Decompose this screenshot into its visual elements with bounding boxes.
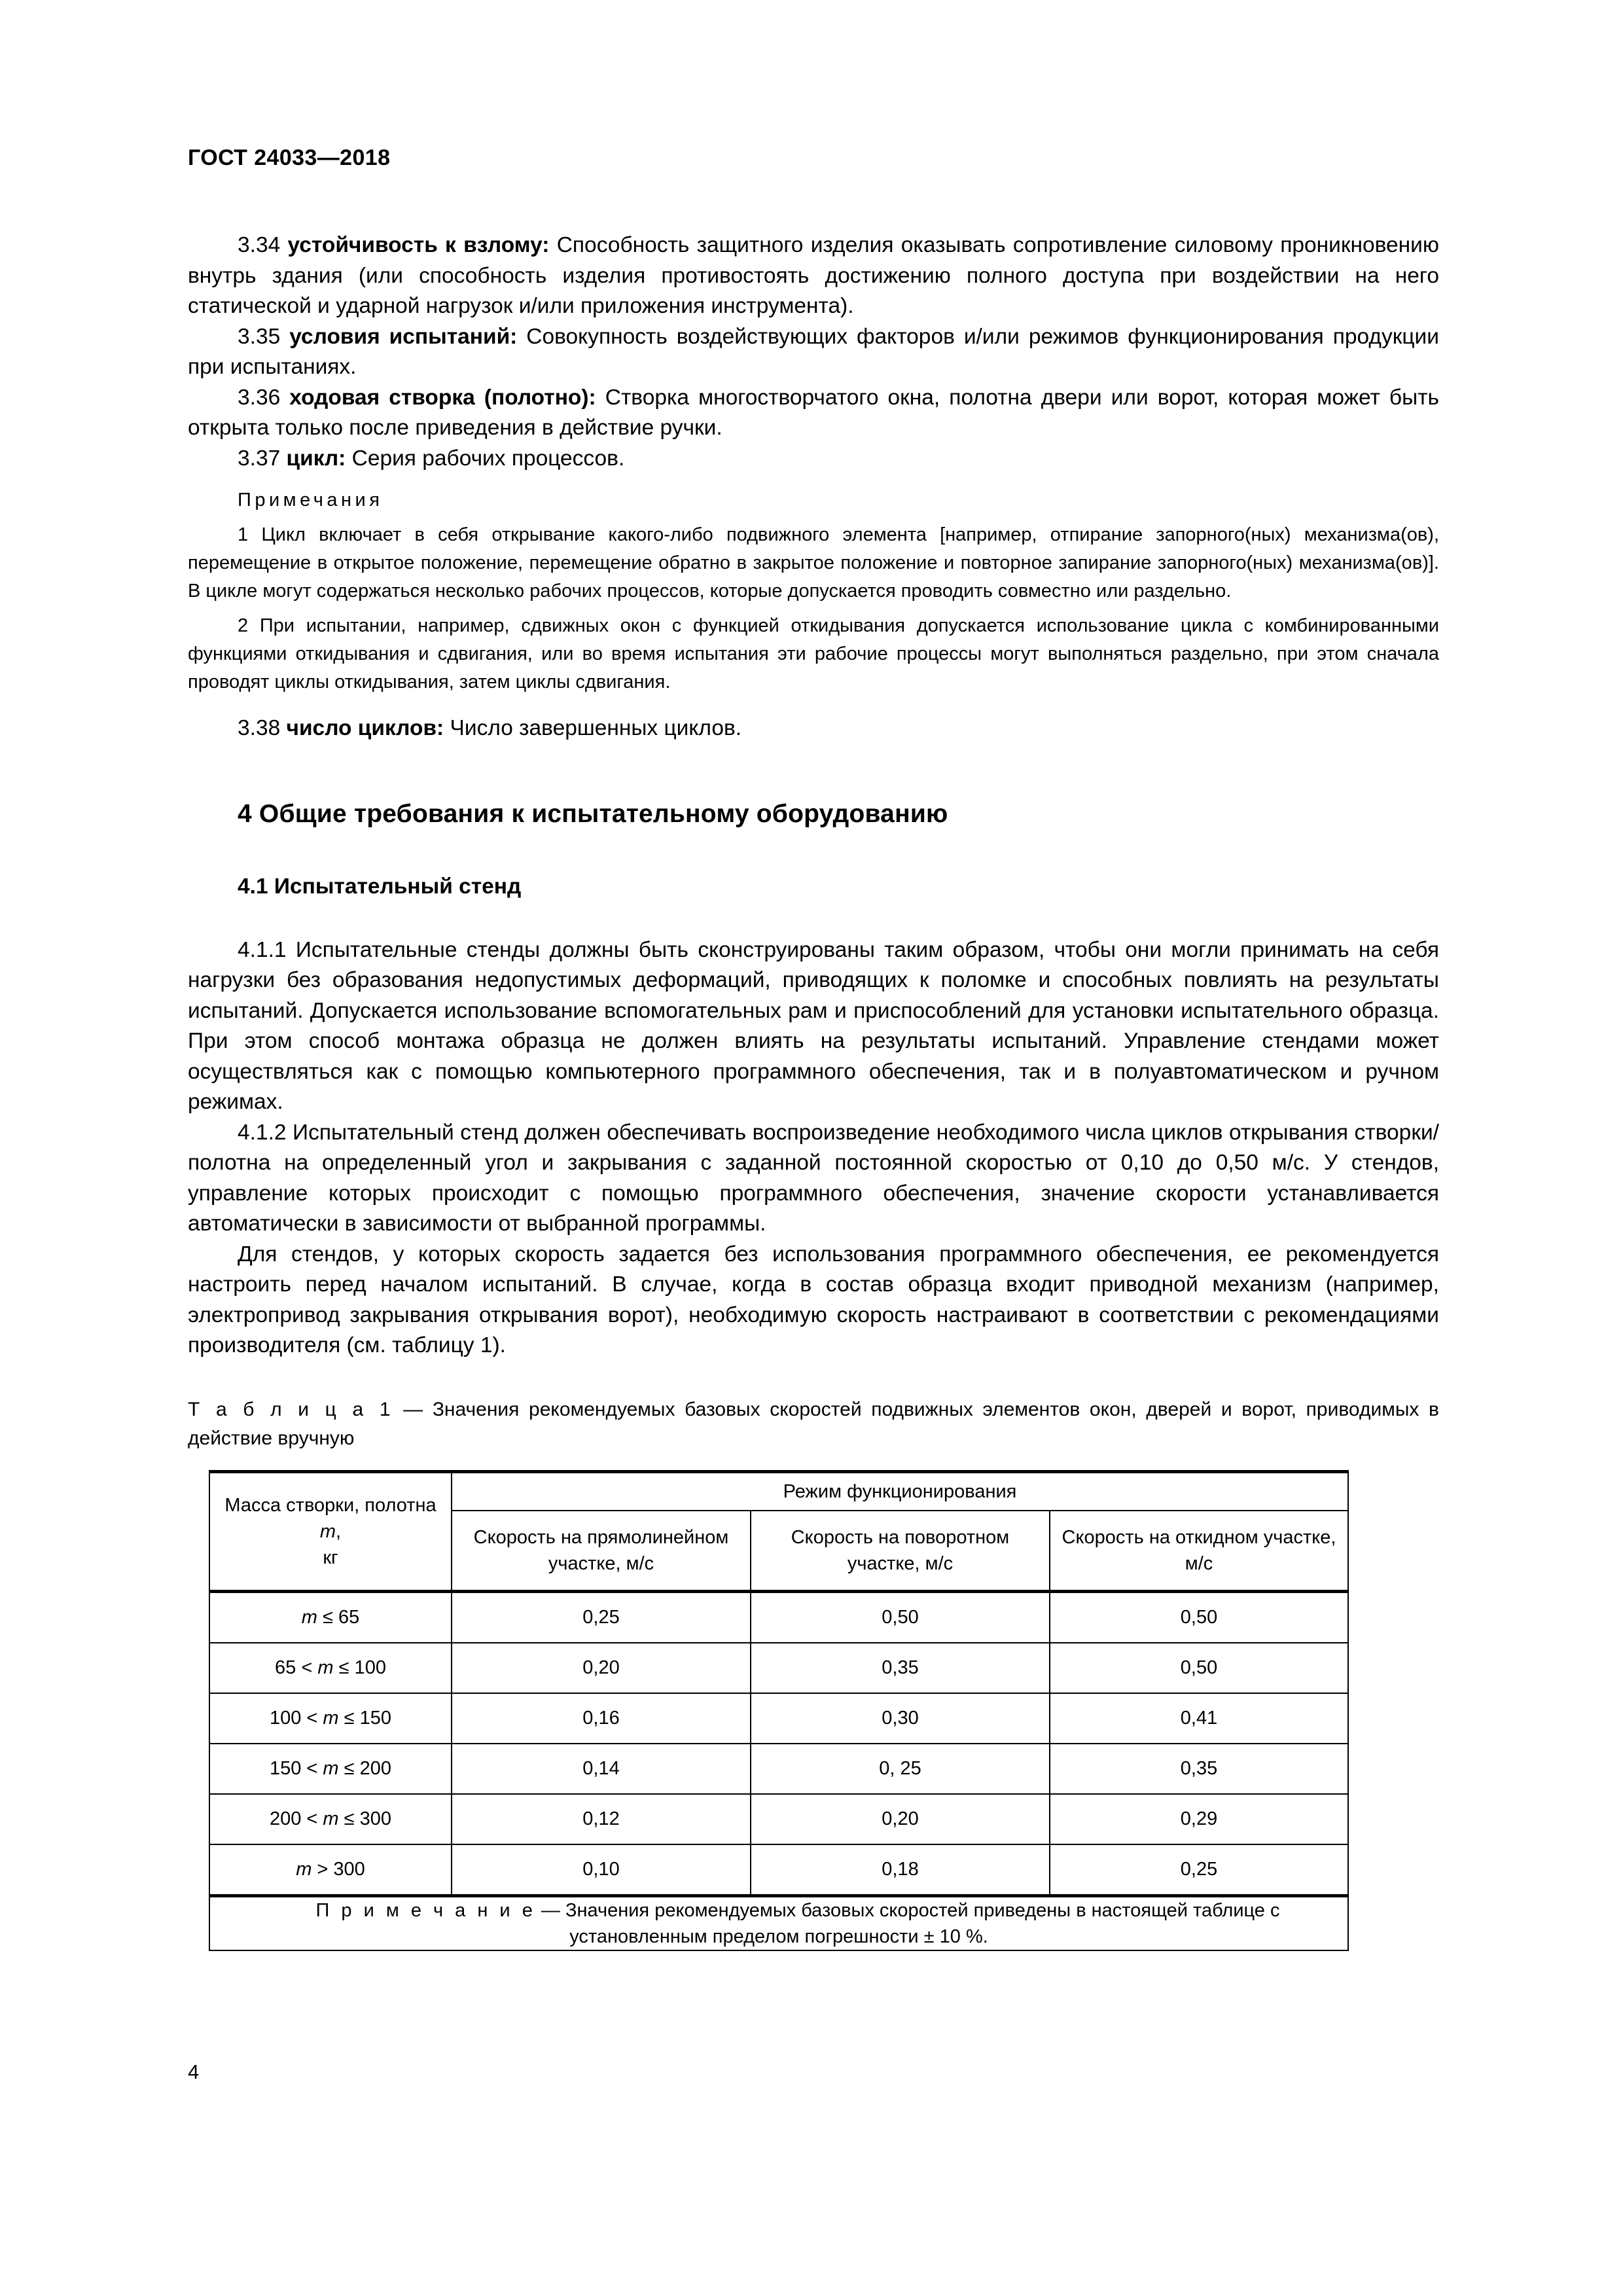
term-paragraph-3-36	[188, 383, 1439, 444]
table-container	[188, 1470, 1439, 1951]
table-row	[209, 1591, 1348, 1643]
cell-mass	[209, 1794, 452, 1844]
term-definition: Способность защитного изделия оказывать сопротивление силовому проникновению внутрь здания (или способность изделия противостоять достижению полного доступа при воздействии на него статической и ударной нагрузок и/или приложения инструмента).	[188, 233, 1439, 318]
cell-mass	[209, 1643, 452, 1693]
section-heading-4: 4 Общие требования к испытательному оборудованию	[238, 799, 948, 828]
term-label: цикл:	[286, 446, 346, 471]
term-definition: Совокупность воздействующих факторов и/или режимов функционирования продукции при испытаниях.	[188, 324, 1439, 379]
cell-tilt: 0,41	[1050, 1693, 1348, 1744]
running-header: ГОСТ 24033—2018	[188, 145, 391, 170]
mass-suffix: ≤ 100	[333, 1657, 386, 1678]
cell-mass	[209, 1744, 452, 1794]
term-definition: Серия рабочих процессов.	[346, 446, 625, 471]
mass-symbol: m	[317, 1657, 334, 1678]
table-row	[209, 1643, 1348, 1693]
mass-symbol: m	[323, 1708, 339, 1729]
document-body	[188, 230, 1439, 1951]
term-paragraph-3-34	[188, 230, 1439, 322]
term-label: ходовая створка (полотно):	[289, 385, 596, 410]
cell-tilt: 0,35	[1050, 1744, 1348, 1794]
cell-tilt: 0,50	[1050, 1643, 1348, 1693]
table-row	[209, 1693, 1348, 1744]
mass-symbol: m	[296, 1859, 312, 1880]
cell-straight: 0,12	[452, 1794, 751, 1844]
term-number: 3.38	[238, 716, 281, 740]
th-mass-text: Масса створки, полотна	[224, 1494, 437, 1516]
term-number: 3.35	[238, 324, 281, 349]
term-definition: Створка многостворчатого окна, полотна двери или ворот, которая может быть открыта только после приведения в действие ручки.	[188, 385, 1439, 440]
term-paragraph-3-37	[188, 444, 1439, 475]
cell-rotary: 0,50	[751, 1591, 1050, 1643]
cell-rotary: 0,20	[751, 1794, 1050, 1844]
spacer	[188, 1378, 1439, 1395]
table-head	[209, 1471, 1348, 1591]
table-footnote-cell	[209, 1895, 1348, 1950]
table-footnote-row	[209, 1895, 1348, 1950]
mass-suffix: ≤ 200	[338, 1758, 392, 1779]
note-item-2: 2 При испытании, например, сдвижных окон с функцией откидывания допускается использование цикла с комбинированными функциями откидывания и сдвигания, или во время испытания эти рабочие процессы могут выполняться раздельно, при этом сначала проводят циклы откидывания, затем циклы сдвигания.	[188, 615, 1439, 692]
term-label: условия испытаний:	[289, 324, 518, 349]
cell-tilt: 0,25	[1050, 1844, 1348, 1896]
th-mode-group: Режим функционирования	[452, 1471, 1348, 1511]
cell-straight: 0,20	[452, 1643, 751, 1693]
table-caption-label: Т а б л и ц а 1	[188, 1398, 394, 1420]
footnote-dash: —	[535, 1899, 565, 1921]
page-number: 4	[188, 2060, 200, 2083]
note-item-1: 1 Цикл включает в себя открывание какого-либо подвижного элемента [например, отпирание запорного(ных) механизма(ов), перемещение в открытое положение, перемещение обратно в закрытое положение и повторное запирание запорного(ных) механизма(ов)]. В цикле могут содержаться несколько рабочих процессов, которые допускается проводить совместно или раздельно.	[188, 524, 1439, 601]
mass-suffix: ≤ 300	[338, 1808, 392, 1829]
term-number: 3.34	[238, 233, 281, 257]
mass-symbol: m	[301, 1607, 317, 1628]
spacer	[188, 903, 1439, 935]
subsection-heading-4-1: 4.1 Испытательный стенд	[238, 874, 522, 899]
speeds-table	[209, 1470, 1349, 1951]
spacer	[188, 744, 1439, 798]
cell-straight: 0,10	[452, 1844, 751, 1896]
table-row	[209, 1794, 1348, 1844]
spacer	[188, 831, 1439, 871]
mass-suffix: > 300	[312, 1859, 365, 1880]
paragraph-4-1-2-cont: Для стендов, у которых скорость задается без использования программного обеспечения, ее рекомендуется настроить перед началом испытаний. В случае, когда в состав образца входит приводной механизм (например, электропривод закрывания открывания ворот), необходимую скорость настраивают в соответствии с рекомендациями производителя (см. таблицу 1).	[188, 1242, 1439, 1357]
cell-rotary: 0,18	[751, 1844, 1050, 1896]
table-footnote	[217, 1897, 1341, 1950]
term-definition: Число завершенных циклов.	[444, 716, 742, 740]
notes-heading: Примечания	[238, 490, 383, 511]
th-mass	[209, 1471, 452, 1591]
cell-mass	[209, 1693, 452, 1744]
cell-straight: 0,14	[452, 1744, 751, 1794]
mass-prefix: 200 <	[269, 1808, 323, 1829]
mass-prefix: 65 <	[275, 1657, 318, 1678]
th-mass-comma: ,	[336, 1520, 342, 1542]
mass-prefix: 150 <	[269, 1758, 323, 1779]
table-caption-text: Значения рекомендуемых базовых скоростей подвижных элементов окон, дверей и ворот, приводимых в действие вручную	[188, 1398, 1439, 1449]
spacer	[188, 1361, 1439, 1378]
footnote-text: Значения рекомендуемых базовых скоростей приведены в настоящей таблице с установленным пределом погрешности ± 10 %.	[565, 1899, 1280, 1947]
cell-mass	[209, 1591, 452, 1643]
table-body	[209, 1591, 1348, 1950]
term-label: устойчивость к взлому:	[287, 233, 550, 257]
cell-tilt: 0,29	[1050, 1794, 1348, 1844]
cell-straight: 0,16	[452, 1693, 751, 1744]
paragraph-4-1-1: 4.1.1 Испытательные стенды должны быть сконструированы таким образом, чтобы они могли принимать на себя нагрузки без образования недопустимых деформаций, приводящих к поломке и способных повлиять на результаты испытаний. Допускается использование вспомогательных рам и приспособлений для установки испытательного образца. При этом способ монтажа образца не должен влиять на результаты испытаний. Управление стендами может осуществляться как с помощью компьютерного программного обеспечения, так и в полуавтоматическом и ручном режимах.	[188, 937, 1439, 1114]
paragraph-4-1-2: 4.1.2 Испытательный стенд должен обеспечивать воспроизведение необходимого числа циклов открывания створки/полотна на определенный угол и закрывания с заданной постоянной скоростью от 0,10 до 0,50 м/с. У стендов, управление которых происходит с помощью программного обеспечения, значение скорости устанавливается автоматически в зависимости от выбранной программы.	[188, 1120, 1439, 1236]
table-header-row-group	[209, 1471, 1348, 1511]
term-label: число циклов:	[286, 716, 444, 740]
th-rotary-speed: Скорость на поворотном участке, м/с	[751, 1511, 1050, 1592]
th-mass-symbol: m	[319, 1520, 336, 1542]
term-paragraph-3-38	[188, 713, 1439, 744]
th-tilt-speed: Скорость на откидном участке, м/с	[1050, 1511, 1348, 1592]
term-number: 3.36	[238, 385, 281, 410]
cell-rotary: 0, 25	[751, 1744, 1050, 1794]
table-caption-dash: —	[393, 1398, 433, 1420]
cell-rotary: 0,35	[751, 1643, 1050, 1693]
mass-suffix: ≤ 65	[317, 1607, 360, 1628]
cell-tilt: 0,50	[1050, 1591, 1348, 1643]
table-row	[209, 1844, 1348, 1896]
term-paragraph-3-35	[188, 322, 1439, 383]
th-straight-speed: Скорость на прямолинейном участке, м/с	[452, 1511, 751, 1592]
table-caption	[188, 1395, 1439, 1453]
mass-suffix: ≤ 150	[338, 1708, 392, 1729]
term-number: 3.37	[238, 446, 281, 471]
cell-straight: 0,25	[452, 1591, 751, 1643]
table-row	[209, 1744, 1348, 1794]
cell-rotary: 0,30	[751, 1693, 1050, 1744]
cell-mass	[209, 1844, 452, 1896]
mass-symbol: m	[323, 1758, 339, 1779]
footnote-label: П р и м е ч а н и е	[315, 1899, 536, 1921]
spacer	[188, 696, 1439, 713]
mass-symbol: m	[323, 1808, 339, 1829]
th-mass-unit: кг	[323, 1547, 338, 1568]
mass-prefix: 100 <	[269, 1708, 323, 1729]
